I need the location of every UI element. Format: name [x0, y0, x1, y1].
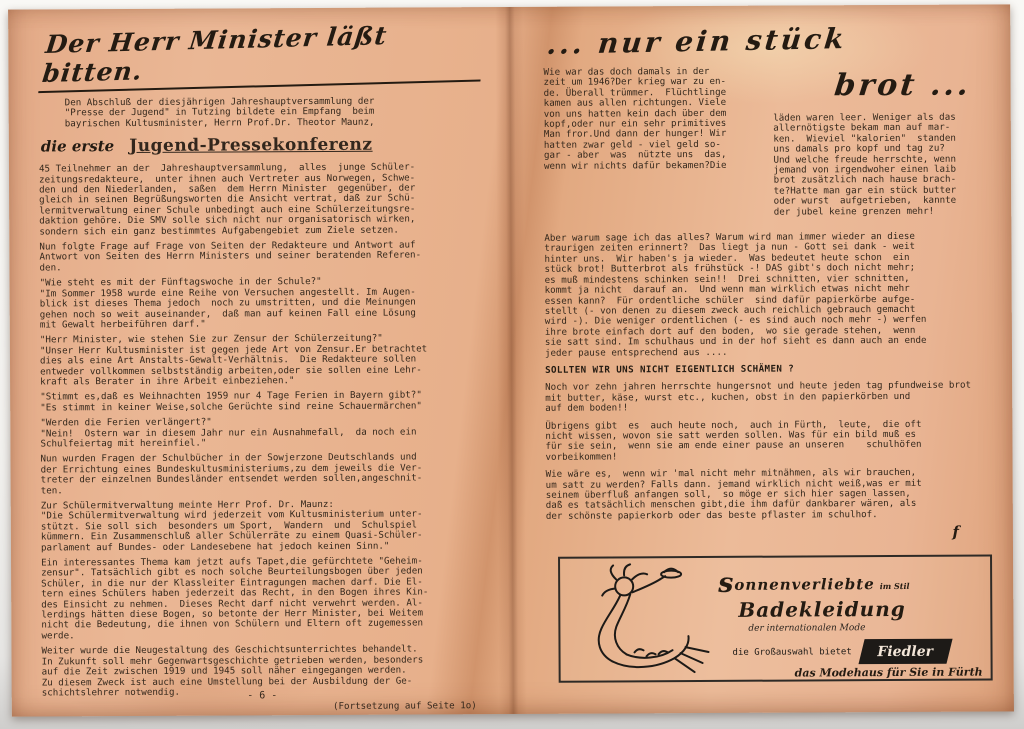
body-paragraph: Noch vor zehn jahren herrschte hungersnot und heute jeden tag pfundweise brot mit butter, käse, wurst etc., kuchen, obst in den papierkörben und auf dem boden!!: [545, 379, 972, 414]
ad-tagline: das Modehaus für Sie in Fürth: [794, 665, 983, 680]
ad-brand-initial: s: [718, 568, 735, 600]
body-paragraph: Übrigens gibt es auch heute noch, auch in Fürth, leute, die oft nicht wissen, wovon sie satt werden sollen. Was für ein bild muß es für sie sein, wenn sie am ende einer pause an unseren schulhöfen vorbeikommen!: [545, 418, 922, 463]
column-right-text: läden waren leer. Weniger als das allernötigste bekam man auf mar- ken. Wieviel "kalorien" standen uns damals pro kopf und tag zu? Und welche freude herrschte, wenn jemand von irgendwoher einen laib brot zusätzlich nach hause brach- te?Hatte man gar ein stück butter oder wurst aufgetrieben, kannte der jubel keine grenzen mehr!: [773, 111, 957, 218]
magazine-spread: [8, 4, 1014, 716]
body-paragraph: "Wie steht es mit der Fünftagswoche in der Schule?" "Im Sommer 1958 wurde eine Reihe von Versuchen angestellt. Im Augen- blick ist dieses Thema jedoch noch zu umstritten, und die Meinungen gehen noch so weit auseinander, daß man auf keinen Fall eine Lösung mit Gewalt herbeiführen darf.": [39, 276, 416, 331]
subheadline-prefix: die erste: [40, 137, 115, 156]
ad-selection-row: [732, 639, 982, 665]
subheadline: [41, 134, 484, 156]
body-paragraph: Aber warum sage ich das alles? Warum wird man immer wieder an diese traurigen zeiten erinnert? Das liegt ja nun - Gott sei dank - weit hinter uns. Wir haben's ja wieder. Was bedeutet heute schon ein stück brot! Butterbrot als frühstück -! DAS gibt's doch nicht mehr; es muß mindestens schinken sein!! Drei schnitten, vier schnitten, kommt ja nicht darauf an. Und wenn man wirklich etwas nicht mehr essen kann? Für ordentliche schüler sind dafür papierkörbe aufge- stellt (- von denen zu diesem zweck auch reichlich gebrauch gemacht wird -). Die weniger ordentlichen (- es sind auch noch mehr -) werfen ihre brote einfach dort auf den boden, wo sie gerade stehen, wenn sie satt sind. Im schulhaus und in der hof sieht es dann auch an ende jeder pause entsprechend aus ....: [544, 230, 927, 359]
ad-style-note: im Stil: [879, 581, 910, 592]
continuation-note: (Fortsetzung auf Seite 1o): [332, 700, 477, 713]
body-paragraph: Nun wurden Fragen der Schulbücher in der Sowjerzone Deutschlands und der Errichtung eines Bundeskultusministeriums,zu dem jeweils die Ver- treter der einzelnen Bundesländer entsendet werden sollen,angeschnit- ten.: [40, 451, 423, 497]
advertisement-box: [558, 555, 993, 683]
two-column-block: [543, 66, 987, 226]
mermaid-illustration: [568, 562, 719, 677]
column-right: [773, 66, 987, 225]
intro-paragraph: Den Abschluß der diesjährigen Jahreshauptversammlung der "Presse der Jugend" in Tutzing bildete ein Empfang beim bayrischen Kultusminister, Herrn Prof.Dr. Theotor Maunz,: [64, 95, 375, 130]
headline-left: Der Herr Minister läßt bitten.: [38, 19, 487, 94]
page-left: [8, 7, 513, 717]
author-initial: f: [952, 522, 959, 541]
headline-right-part2: brot ...: [832, 67, 973, 104]
body-paragraph: "Werden die Ferien verlängert?" "Nein! Ostern war in diesem Jahr nur ein Ausnahmefall, da noch ein Schulfeiertag mit hereinfiel.": [40, 416, 417, 450]
body-paragraph: 45 Teilnehmer an der Jahreshauptversammlung, alles junge Schüler- zeitungsredakteure, unter ihnen auch Vertreter aus Norwegen, Schwe- den und den Niederlanden, saßen dem Herrn Minister gegenüber, der gleich in seinen Begrüßungsworten die Ansicht vertrat, daß zur Schü- lermitverwaltung einer Schule unbedingt auch eine Schülerzeitungsre- daktion gehöre. Die SMV solle sich nicht nur organisatorisch wirken, sondern sich ein ganz bestimmtes Aufgabengebiet zum Ziele setzen.: [38, 161, 416, 238]
ad-brand-rest: onnenverliebte: [734, 575, 875, 595]
mermaid-icon: [568, 562, 719, 679]
body-paragraph: Zur Schülermitverwaltung meinte Herr Prof. Dr. Maunz: "Die Schülermitverwaltung wird jederzeit vom Kultusministerium unter- stützt. Sie soll sich besonders um Sport, Wandern und Schulspiel kümmern. Ein Zusammenschluß aller Schülerräte zu einem Quasi-Schüler- parlament auf Bundes- oder Landesebene hat jedoch keinen Sinn.": [40, 498, 423, 554]
page-right: [509, 4, 1014, 714]
ad-product: Badekleidung: [738, 597, 906, 623]
body-paragraph: Ein interessantes Thema kam jetzt aufs Tapet,die gefürchtete "Geheim- zensur". Tatsächlich gibt es noch solche Beurteilungsbogen über jeden Schüler, in die nur der Klassleiter Eintragungen machen darf. Die El- tern eines Schülers haben jederzeit das Recht, in den Bogen ihres Kin- des Einsicht zu nehmen. Dieses Recht darf nicht verwehrt werden. Al- lerdings hätten diese Bogen, so betonte der Herr Minister, bei Weitem nicht die Bedeutung, die ihnen von Schülern und Eltern oft zugemessen werde.: [41, 555, 429, 642]
column-left: Wie war das doch damals in der zeit um 1946?Der krieg war zu en- de. Überall trümmer. Flüchtlinge kamen aus allen richtungen. Viele von uns hatten kein dach über dem kopf,oder nur ein sehr primitives Man fror.Und dann der hunger! Wir hatten zwar geld - viel geld so- gar - aber was nützte uns das, wenn wir nichts dafür bekamen?Die: [543, 65, 727, 172]
page-number: - 6 -: [247, 690, 278, 702]
question-heading: SOLLTEN WIR UNS NICHT EIGENTLICH SCHÄMEN ?: [545, 363, 795, 376]
advertisement-text: [718, 561, 983, 680]
headline-right-part1: ... nur ein stück: [545, 22, 849, 61]
body-paragraph: "Herr Minister, wie stehen Sie zur Zensur der Schülerzeitung?" "Unser Herr Kultusminister ist gegen jede Art von Zensur.Er betrachtet dies als eine Art Anstalts-Gewalt-Verhältnis. Die Redakteure sollen entweder vollkommen selbstständig arbeiten,oder sie sollen eine Lehr- kraft als Berater in ihre Arbeit einbeziehen.": [39, 332, 428, 388]
subheadline-main: Jugend-Pressekonferenz: [129, 134, 373, 157]
body-paragraph: Nun folgte Frage auf Frage von Seiten der Redakteure und Antwort auf Antwort von Seiten des Herrn Ministers und seiner beratenden Referen- den.: [39, 239, 422, 274]
ad-store-flag: [859, 639, 953, 664]
body-paragraph: Weiter wurde die Neugestaltung des Geschichtsunterrichtes behandelt. In Zukunft soll mehr Gegenwartsgeschichte getrieben werden, besonders auf die Zeit zwischen 1919 und 1945 soll näher eingegangen werden. Zu diesem Zweck ist auch eine Umstellung bei der Ausbildung der Ge- schichtslehrer notwendig.: [41, 643, 424, 699]
ad-brand: [718, 568, 982, 600]
body-paragraph: Wie wäre es, wenn wir 'mal nicht mehr mitnähmen, als wir brauchen, um satt zu werden? Falls dann. jemand wirklich nicht weiß,was er mit seinem überfluß anfangen soll, so möge er sich hier sagen lassen, daß es tatsächlich menschen gibt,die ihm dafür dankbarer wären, als der schönste papierkorb oder das beste pflaster im schulhof.: [545, 467, 922, 522]
ad-store-name: Fiedler: [877, 644, 934, 661]
ad-mode-line: der internationalen Mode: [748, 623, 866, 634]
body-paragraph: "Stimmt es,daß es Weihnachten 1959 nur 4 Tage Ferien in Bayern gibt?" "Es stimmt in keiner Weise,solche Gerüchte sind reine Schauermärchen": [40, 389, 422, 414]
ad-selection-line: die Großauswahl bietet: [732, 646, 852, 658]
